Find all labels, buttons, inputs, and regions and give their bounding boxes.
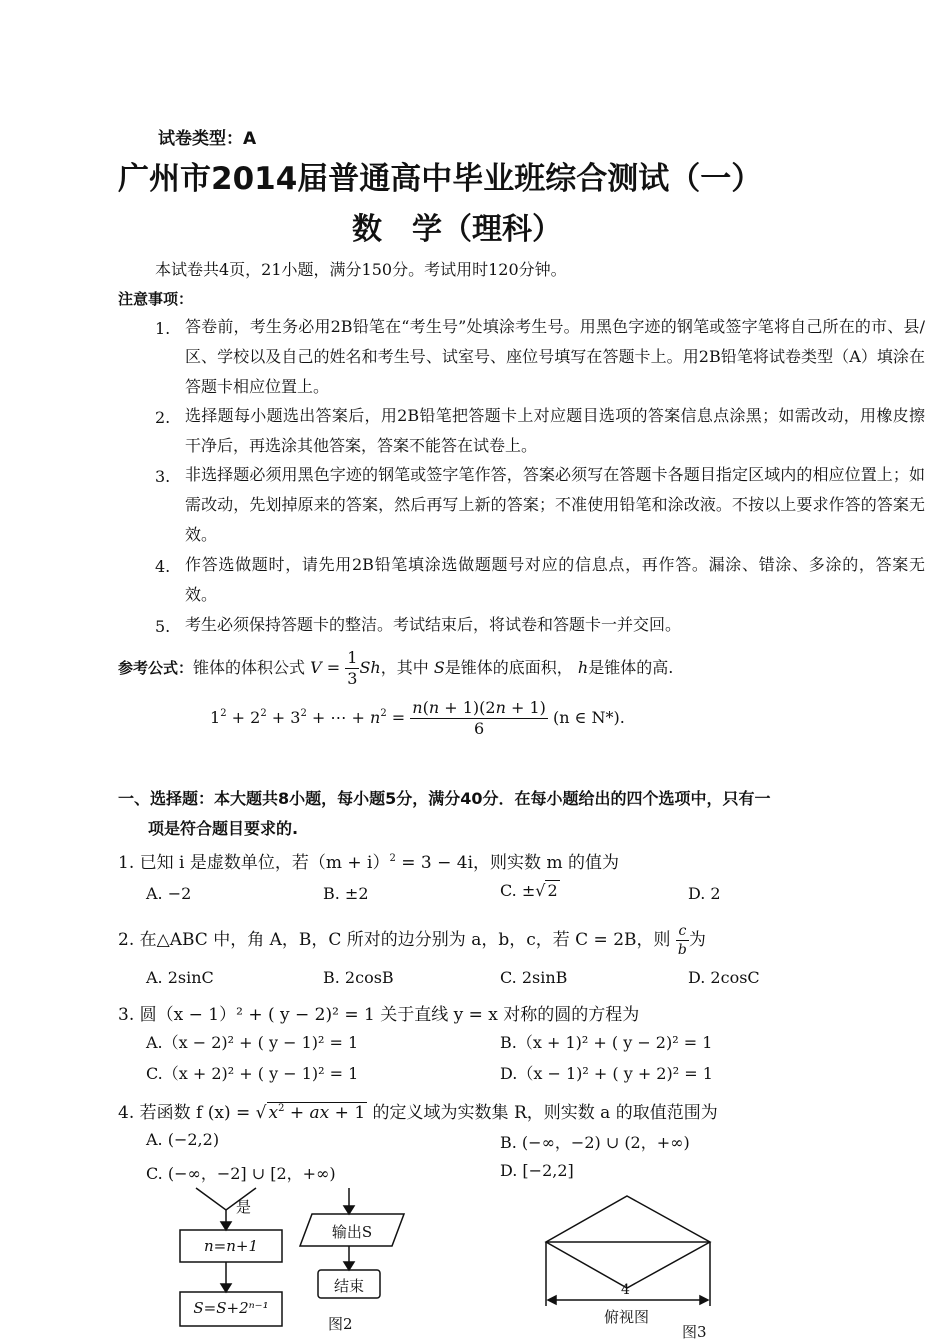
- notice-number: 5.: [155, 617, 171, 636]
- option-b: B. (−∞，−2) ∪ (2，+∞): [500, 1133, 690, 1152]
- question-stem: 已知 i 是虚数单位，若（m + i）: [139, 853, 390, 873]
- one-third-fraction: $\frac{1}{3}$: [347, 648, 358, 688]
- formula-text: 是锥体的底面积，: [444, 658, 573, 677]
- figure-2-caption: 图2: [328, 1315, 353, 1333]
- notice-text: 选择题每小题选出答案后，用2B铅笔把答题卡上对应题目选项的答案信息点涂黑；如需改动，用橡皮擦干净后，再选涂其他答案，答案不能答在试卷上。: [185, 406, 925, 455]
- top-view-label: 俯视图: [604, 1308, 650, 1326]
- option-a: A. (−2,2): [146, 1130, 220, 1149]
- question-stem: 的定义域为实数集 R，则实数 a 的取值范围为: [367, 1103, 718, 1123]
- notice-number: 2.: [155, 408, 171, 427]
- notice-number: 1.: [155, 319, 171, 338]
- question-4: 4. 若函数 f (x) = √ $x^2$ + ax + 1 的定义域为实数集 R，则实数 a 的取值范围为: [118, 1103, 718, 1123]
- notice-heading: 注意事项：: [118, 290, 194, 308]
- formula-text: 是锥体的高.: [588, 658, 674, 677]
- question-1: 1. 已知 i 是虚数单位，若$(m + i)^2 = 3 - 4i$，则实数 m 的值为: [118, 853, 619, 873]
- flow-yes-label: 是: [236, 1198, 252, 1216]
- sum-of-squares-formula: $1^2 + 2^2 + 3^2$ + ⋯ + $n^2$ = $\frac{n(n + 1)(2n + 1)}{6}$ (n ∈ N*).: [210, 698, 625, 738]
- formula-text: 锥体的体积公式: [193, 658, 306, 677]
- question-stem: 圆（x − 1）² + ( y − 2)² = 1 关于直线 y = x 对称的圆的方程为: [139, 1005, 640, 1025]
- figure-3-caption: 图3: [682, 1323, 707, 1341]
- arrowhead: [548, 1296, 556, 1304]
- notice-text: 非选择题必须用黑色字迹的钢笔或签字笔作答，答案必须写在答题卡各题目指定区域内的相应位置上；如需改动，先划掉原来的答案，然后再写上新的答案；不准使用铅笔和涂改液。不按以上要求作答的答案无效。: [185, 465, 925, 544]
- formula-text: ，其中: [380, 658, 429, 677]
- question-stem: = 3 − 4i，则实数 m 的值为: [395, 853, 619, 873]
- option-d: D. 2cosC: [688, 968, 760, 987]
- box-s-label: S=S+2ⁿ⁻¹: [193, 1299, 269, 1317]
- option-d: D. 2: [688, 884, 721, 903]
- notice-number: 4.: [155, 557, 171, 576]
- reference-formula: 参考公式：锥体的体积公式 V = $\frac{1}{3}$ Sh，其中 S是锥体的底面积， h是锥体的高.: [118, 648, 674, 688]
- section-heading-cont: 项是符合题目要求的.: [148, 819, 299, 838]
- option-b: B.（x + 1)² + ( y − 2)² = 1: [500, 1033, 713, 1052]
- arrowhead: [221, 1284, 231, 1292]
- option-c: C. (−∞，−2] ∪ [2，+∞): [146, 1164, 336, 1183]
- question-2: 2. 在△ABC 中，角 A，B，C 所对的边分别为 a，b，c，若 C = 2B，则 $\frac{c}{b}$ 为: [118, 923, 706, 958]
- arrowhead: [344, 1262, 354, 1270]
- notice-text: 考生必须保持答题卡的整洁。考试结束后，将试卷和答题卡一并交回。: [185, 615, 682, 634]
- option-c: C.（x + 2)² + ( y − 1)² = 1: [146, 1064, 359, 1083]
- formula-label: 参考公式：: [118, 659, 194, 677]
- option-c: C. ±√ 2: [500, 881, 558, 900]
- question-stem: 在△ABC 中，角 A，B，C 所对的边分别为 a，b，c，若 C = 2B，则: [139, 930, 671, 950]
- formula-condition: (n ∈ N*).: [552, 708, 625, 727]
- question-number: 2.: [118, 930, 135, 950]
- option-d: D. [−2,2]: [500, 1161, 574, 1180]
- option-a: A. −2: [146, 884, 192, 903]
- subject-title: 数 学（理科）: [352, 212, 562, 247]
- question-stem: 为: [688, 930, 706, 950]
- option-d: D.（x − 1)² + ( y + 2)² = 1: [500, 1064, 713, 1083]
- question-stem: 若函数 f (x) =: [139, 1103, 256, 1123]
- dimension-label: 4: [621, 1282, 630, 1298]
- option-b: B. ±2: [323, 884, 369, 903]
- end-label: 结束: [333, 1277, 364, 1295]
- output-label: 输出S: [331, 1223, 373, 1241]
- exam-intro: 本试卷共4页，21小题，满分150分。考试用时120分钟。: [155, 260, 567, 279]
- question-number: 3.: [118, 1005, 135, 1025]
- notice-text: 作答选做题时，请先用2B铅笔填涂选做题题号对应的信息点，再作答。漏涂、错涂、多涂的，答案无效。: [185, 555, 925, 604]
- option-c: C. 2sinB: [500, 968, 568, 987]
- paper-type: 试卷类型：A: [158, 129, 257, 149]
- arrowhead: [344, 1206, 354, 1214]
- notice-number: 3.: [155, 467, 171, 486]
- box-n-label: n=n+1: [203, 1237, 258, 1255]
- question-number: 1.: [118, 853, 135, 873]
- arrowhead: [221, 1222, 231, 1230]
- notice-text: 答卷前，考生务必用2B铅笔在“考生号”处填涂考生号。用黑色字迹的钢笔或签字笔将自己所在的市、县/区、学校以及自己的姓名和考生号、试室号、座位号填写在答题卡上。用2B铅笔将试卷类型（A）填涂在答题卡相应位置上。: [185, 317, 925, 396]
- question-number: 4.: [118, 1103, 135, 1123]
- option-a: A. 2sinC: [146, 968, 214, 987]
- option-a: A.（x − 2)² + ( y − 1)² = 1: [146, 1033, 359, 1052]
- arrowhead: [700, 1296, 708, 1304]
- section-heading: 一、选择题：本大题共8小题，每小题5分，满分40分．在每小题给出的四个选项中，只有一: [118, 789, 771, 808]
- option-b: B. 2cosB: [323, 968, 394, 987]
- page-title: 广州市2014届普通高中毕业班综合测试（一）: [118, 161, 763, 197]
